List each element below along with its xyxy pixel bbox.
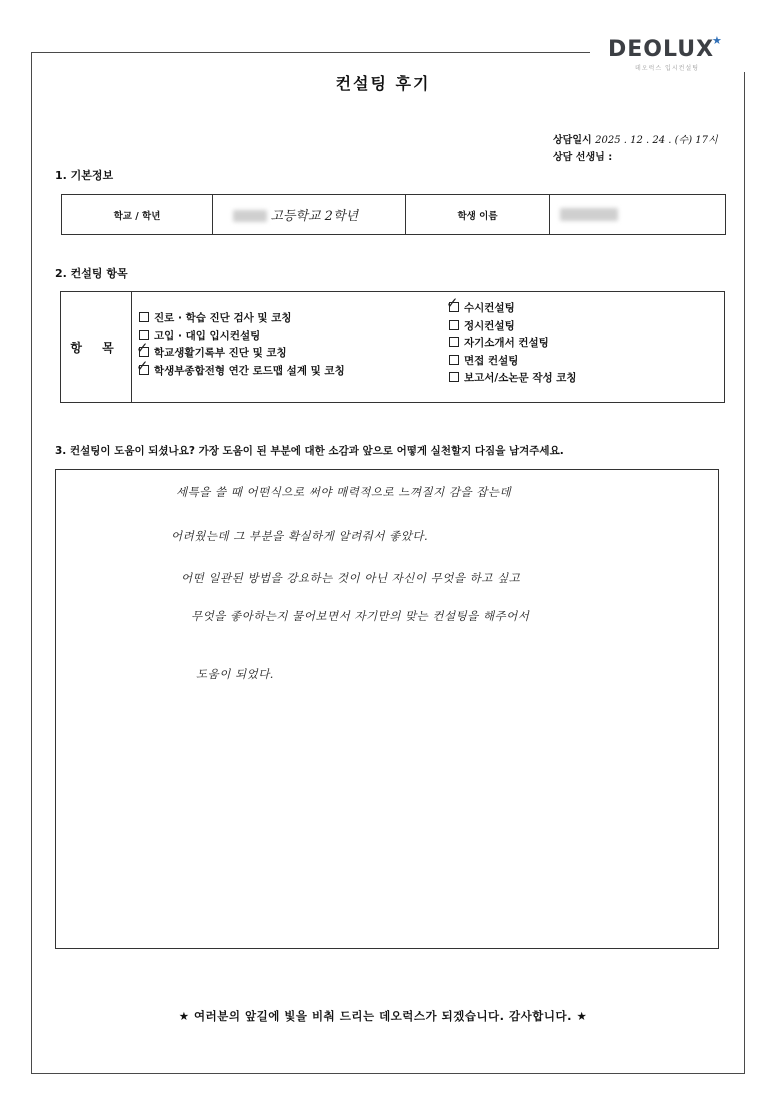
items-left-column <box>136 310 345 380</box>
item-label: 고입 · 대입 입시컨설팅 <box>154 329 261 342</box>
school-grade-value: 고등학교 2학년 <box>270 209 359 224</box>
handwritten-line: 어떤 일관된 방법을 강요하는 것이 아닌 자신이 무엇을 하고 싶고 <box>181 571 521 585</box>
checkbox-icon <box>449 372 459 382</box>
redacted-student-name <box>560 208 618 221</box>
check-mark-icon: ✓ <box>136 356 149 375</box>
item-early-admission[interactable] <box>446 294 577 318</box>
item-label: 수시컨설팅 <box>464 302 515 314</box>
student-name-cell <box>550 195 726 235</box>
deolux-logo <box>608 38 726 72</box>
feedback-question: 3. 컨설팅이 도움이 되셨나요? 가장 도움이 된 부분에 대한 소감과 앞으로 어떻게 실천할지 다짐을 남겨주세요. <box>55 445 564 457</box>
feedback-answer-box[interactable] <box>55 469 719 949</box>
items-label: 항 목 <box>61 292 132 402</box>
redacted-school-name <box>233 210 267 222</box>
section-basic-heading: 1. 기본정보 <box>55 169 114 182</box>
handwritten-line: 도움이 되었다. <box>196 667 274 681</box>
handwritten-line: 어려웠는데 그 부분을 확실하게 알려줘서 좋았다. <box>171 529 429 543</box>
teacher-label: 상담 선생님 : <box>553 152 613 163</box>
checkbox-icon <box>139 312 149 322</box>
student-name-label: 학생 이름 <box>406 195 550 235</box>
item-self-introduction[interactable] <box>449 335 577 353</box>
consulting-items-box <box>60 291 725 403</box>
items-right-column <box>446 294 577 388</box>
section-items-heading: 2. 컨설팅 항목 <box>55 267 128 280</box>
item-label: 학교생활기록부 진단 및 코칭 <box>154 347 287 359</box>
item-admission-consulting[interactable] <box>139 328 345 346</box>
date-label: 상담일시 <box>553 135 592 146</box>
footer-message: ★ 여러분의 앞길에 빛을 비춰 드리는 데오럭스가 되겠습니다. 감사합니다. ★ <box>178 1009 588 1023</box>
star-icon: ★ <box>712 34 722 47</box>
item-roadmap[interactable] <box>136 356 345 381</box>
basic-info-table <box>61 194 726 235</box>
checkbox-icon <box>139 330 149 340</box>
item-label: 학생부종합전형 연간 로드맵 설계 및 코칭 <box>154 364 345 377</box>
item-report-writing[interactable] <box>449 370 577 388</box>
checkbox-icon <box>449 320 459 330</box>
checkbox-icon <box>449 355 459 365</box>
check-mark-icon: ✓ <box>136 339 149 357</box>
item-label: 자기소개서 컨설팅 <box>464 337 549 349</box>
consultation-date <box>553 132 718 149</box>
item-label: 진로 · 학습 진단 검사 및 코칭 <box>154 312 292 324</box>
logo-brand: DEOLUX <box>608 37 715 62</box>
consultation-meta <box>553 132 718 166</box>
handwritten-line: 세특을 쓸 때 어떤식으로 써야 매력적으로 느껴질지 감을 잡는데 <box>176 485 512 499</box>
item-label: 정시컨설팅 <box>464 319 515 332</box>
checkbox-icon <box>449 337 459 347</box>
item-school-record[interactable] <box>136 339 345 363</box>
logo-tagline: 데오럭스 입시컨설팅 <box>634 65 700 72</box>
check-mark-icon: ✓ <box>446 294 459 312</box>
item-label: 면접 컨설팅 <box>464 354 519 367</box>
item-label: 보고서/소논문 작성 코칭 <box>464 372 577 384</box>
page-title: 컨설팅 후기 <box>335 74 431 93</box>
date-value: 2025 . 12 . 24 . (수) 17시 <box>595 135 718 146</box>
item-career-diagnosis[interactable] <box>139 310 345 328</box>
item-regular-admission[interactable] <box>449 318 577 336</box>
school-grade-label: 학교 / 학년 <box>62 195 213 235</box>
school-grade-cell <box>213 195 406 235</box>
handwritten-line: 무엇을 좋아하는지 물어보면서 자기만의 맞는 컨설팅을 해주어서 <box>191 609 530 623</box>
item-interview[interactable] <box>449 353 577 371</box>
